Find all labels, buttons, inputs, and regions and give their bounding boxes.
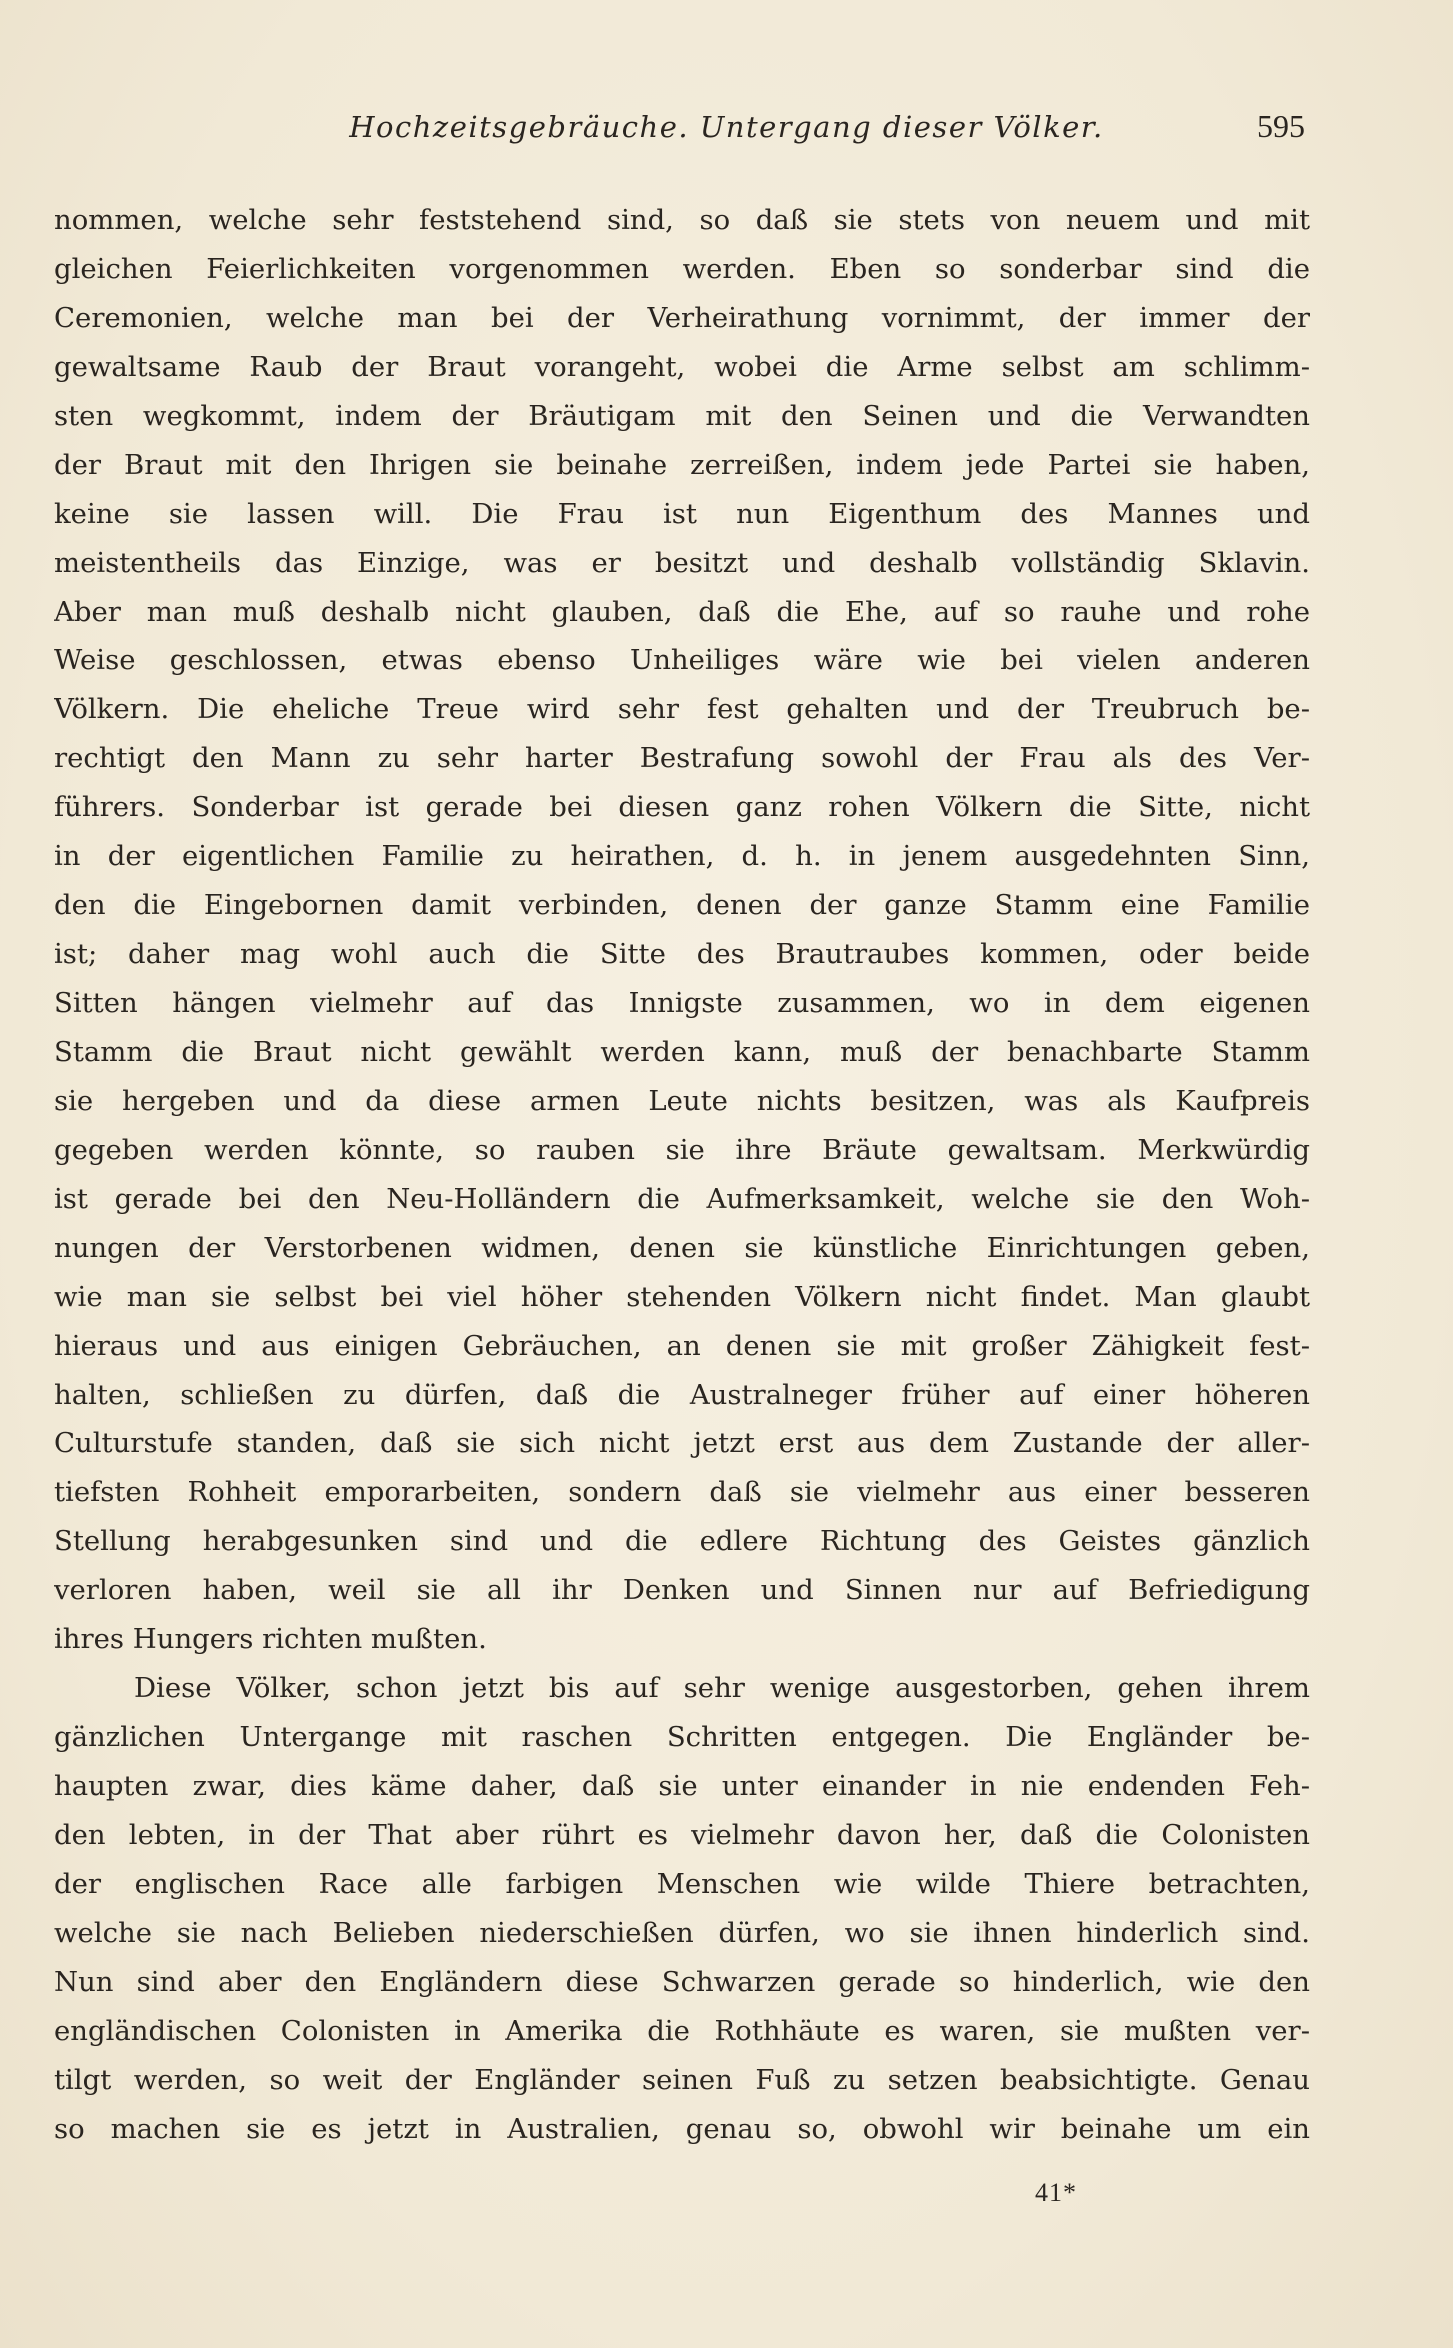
text-line: sie hergeben und da diese armen Leute nichts besitzen, was als Kaufpreis bbox=[54, 1084, 1310, 1117]
body-text bbox=[54, 196, 1310, 2154]
text-line: meistentheils das Einzige, was er besitzt und deshalb vollständig Sklavin. bbox=[54, 546, 1310, 579]
text-line: verloren haben, weil sie all ihr Denken und Sinnen nur auf Befriedigung bbox=[54, 1574, 1310, 1607]
text-line: Nun sind aber den Engländern diese Schwarzen gerade so hinderlich, wie den bbox=[54, 1965, 1310, 1998]
text-line: Ceremonien, welche man bei der Verheirathung vornimmt, der immer der bbox=[54, 301, 1310, 334]
text-line: wie man sie selbst bei viel höher stehenden Völkern nicht findet. Man glaubt bbox=[54, 1280, 1310, 1313]
text-line: gleichen Feierlichkeiten vorgenommen werden. Eben so sonderbar sind die bbox=[54, 252, 1310, 285]
text-line: Stellung herabgesunken sind und die edlere Richtung des Geistes gänzlich bbox=[54, 1525, 1310, 1558]
text-line: in der eigentlichen Familie zu heirathen, d. h. in jenem ausgedehnten Sinn, bbox=[54, 840, 1310, 873]
text-line: der englischen Race alle farbigen Menschen wie wilde Thiere betrachten, bbox=[54, 1867, 1310, 1900]
text-line: führers. Sonderbar ist gerade bei diesen ganz rohen Völkern die Sitte, nicht bbox=[54, 791, 1310, 824]
paragraph-end-line: ihres Hungers richten mußten. bbox=[54, 1623, 487, 1656]
text-line: gegeben werden könnte, so rauben sie ihre Bräute gewaltsam. Merkwürdig bbox=[54, 1133, 1310, 1166]
text-line: den die Eingebornen damit verbinden, denen der ganze Stamm eine Familie bbox=[54, 889, 1310, 922]
text-line: Culturstufe standen, daß sie sich nicht jetzt erst aus dem Zustande der aller- bbox=[54, 1427, 1310, 1460]
text-line: tiefsten Rohheit emporarbeiten, sondern daß sie vielmehr aus einer besseren bbox=[54, 1476, 1310, 1509]
text-line: rechtigt den Mann zu sehr harter Bestrafung sowohl der Frau als des Ver- bbox=[54, 742, 1310, 775]
text-line: ist gerade bei den Neu-Holländern die Aufmerksamkeit, welche sie den Woh- bbox=[54, 1182, 1310, 1215]
text-line: gänzlichen Untergange mit raschen Schritten entgegen. Die Engländer be- bbox=[54, 1721, 1310, 1754]
text-line: haupten zwar, dies käme daher, daß sie unter einander in nie endenden Feh- bbox=[54, 1770, 1310, 1802]
text-line: gewaltsame Raub der Braut vorangeht, wobei die Arme selbst am schlimm- bbox=[54, 350, 1310, 383]
text-line: den lebten, in der That aber rührt es vielmehr davon her, daß die Colonisten bbox=[54, 1818, 1310, 1851]
running-title: Hochzeitsgebräuche. Untergang dieser Völker. bbox=[349, 110, 1104, 144]
running-header bbox=[0, 106, 1453, 146]
text-line: Sitten hängen vielmehr auf das Innigste zusammen, wo in dem eigenen bbox=[54, 987, 1310, 1019]
text-line: sten wegkommt, indem der Bräutigam mit den Seinen und die Verwandten bbox=[54, 399, 1310, 432]
text-line: keine sie lassen will. Die Frau ist nun Eigenthum des Mannes und bbox=[54, 497, 1310, 530]
text-line: Aber man muß deshalb nicht glauben, daß die Ehe, auf so rauhe und rohe bbox=[54, 595, 1310, 628]
paragraph-start-line: Diese Völker, schon jetzt bis auf sehr wenige ausgestorben, gehen ihrem bbox=[134, 1672, 1310, 1705]
text-line: der Braut mit den Ihrigen sie beinahe zerreißen, indem jede Partei sie haben, bbox=[54, 448, 1310, 481]
text-line: halten, schließen zu dürfen, daß die Australneger früher auf einer höheren bbox=[54, 1378, 1310, 1411]
text-line: Weise geschlossen, etwas ebenso Unheiliges wäre wie bei vielen anderen bbox=[54, 644, 1310, 677]
text-line: ist; daher mag wohl auch die Sitte des Brautraubes kommen, oder beide bbox=[54, 938, 1310, 971]
text-line: Stamm die Braut nicht gewählt werden kann, muß der benachbarte Stamm bbox=[54, 1035, 1310, 1068]
text-line: nungen der Verstorbenen widmen, denen sie künstliche Einrichtungen geben, bbox=[54, 1231, 1310, 1264]
signature-mark: 41* bbox=[1035, 2178, 1077, 2207]
text-line: so machen sie es jetzt in Australien, genau so, obwohl wir beinahe um ein bbox=[54, 2112, 1310, 2145]
text-line: tilgt werden, so weit der Engländer seinen Fuß zu setzen beabsichtigte. Genau bbox=[54, 2063, 1310, 2096]
text-line: welche sie nach Belieben niederschießen dürfen, wo sie ihnen hinderlich sind. bbox=[54, 1916, 1310, 1949]
text-line: Völkern. Die eheliche Treue wird sehr fest gehalten und der Treubruch be- bbox=[54, 693, 1310, 726]
text-line: hieraus und aus einigen Gebräuchen, an denen sie mit großer Zähigkeit fest- bbox=[54, 1329, 1310, 1362]
text-line: nommen, welche sehr feststehend sind, so daß sie stets von neuem und mit bbox=[54, 204, 1310, 236]
text-line: engländischen Colonisten in Amerika die Rothhäute es waren, sie mußten ver- bbox=[54, 2014, 1310, 2047]
page-number: 595 bbox=[1257, 108, 1305, 144]
